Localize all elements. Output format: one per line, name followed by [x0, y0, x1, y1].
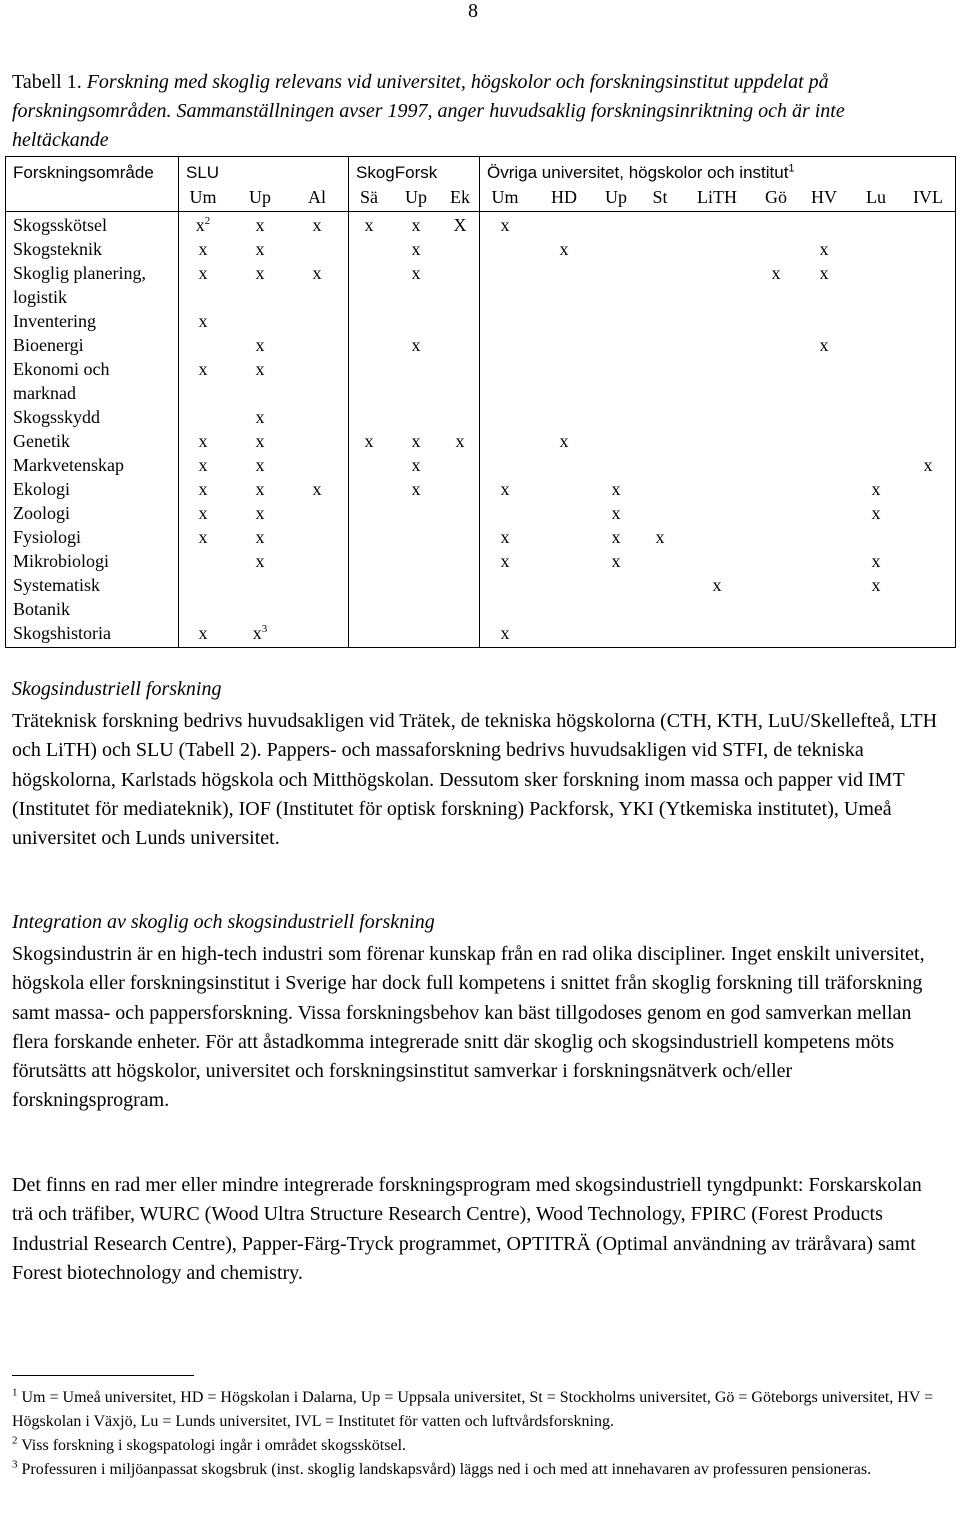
column-header: Lu	[866, 187, 886, 207]
table-cell-mark: x	[500, 623, 510, 643]
header-area: Forskningsområde	[13, 163, 154, 182]
table-cell-mark: x	[559, 239, 569, 259]
row-label: Skogsskötsel	[13, 215, 108, 235]
table-cell-mark: x	[411, 479, 421, 499]
row-label: Systematisk	[13, 575, 101, 595]
table-cell-mark: x	[255, 527, 265, 547]
row-label: Inventering	[13, 311, 96, 331]
page-number: 8	[468, 0, 478, 22]
row-label-cont: logistik	[13, 287, 68, 307]
table-cell-mark: x	[255, 431, 265, 451]
row-label: Fysiologi	[13, 527, 82, 547]
paragraph-program: Det finns en rad mer eller mindre integrerade forskningsprogram med skogsindustriell tyngdpunkt: Forskarskolan trä och träfiber, WURC (Wood Ultra Structure Research Centre), Wood Technology, FPIRC (Forest Products Industrial Research Centre), Papper-Färg-Tryck programmet, OPTITRÄ (Optimal användning av träråvara) samt Forest biotechnology and chemistry.	[12, 1174, 922, 1284]
row-label: Skogsteknik	[13, 239, 103, 259]
header-ovriga-label: Övriga universitet, högskolor och institut	[487, 163, 789, 182]
table-cell-mark: x	[611, 503, 621, 523]
table-cell-mark: x	[500, 551, 510, 571]
row-label: Bioenergi	[13, 335, 84, 355]
header-skogforsk: SkogForsk	[356, 163, 438, 182]
row-label: Mikrobiologi	[13, 551, 110, 571]
table-caption	[12, 68, 942, 155]
table-cell-mark: x	[312, 263, 322, 283]
table-cell-mark: x	[312, 215, 322, 235]
table-cell-mark: x	[500, 527, 510, 547]
table-cell-mark: x	[871, 503, 881, 523]
row-label-cont: marknad	[13, 383, 76, 403]
table-divider	[479, 157, 480, 647]
row-label: Zoologi	[13, 503, 70, 523]
table-cell-mark: x	[411, 431, 421, 451]
column-header: Up	[405, 187, 427, 207]
column-header: Um	[189, 187, 217, 207]
table-cell-mark: x	[364, 215, 374, 235]
column-header: St	[652, 187, 668, 207]
table-cell-mark: x	[771, 263, 781, 283]
table-cell-mark: x	[198, 431, 208, 451]
cell-superscript: 2	[204, 215, 211, 227]
table-cell-mark: x	[255, 407, 265, 427]
column-header: HV	[811, 187, 837, 207]
table-divider	[178, 157, 179, 647]
column-header: Up	[249, 187, 271, 207]
table-cell-mark: x	[611, 479, 621, 499]
table-cell-mark: x	[312, 479, 322, 499]
row-label: Skoglig planering,	[13, 263, 146, 283]
table-header-rule	[6, 211, 955, 212]
table-cell-mark: x	[255, 263, 265, 283]
table-cell-mark: x	[871, 551, 881, 571]
table-cell-mark: x	[255, 335, 265, 355]
table-cell-mark: x	[819, 239, 829, 259]
paragraph-skogsindustriell: Träteknisk forskning bedrivs huvudsakligen vid Trätek, de tekniska högskolorna (CTH, KTH, LuU/Skellefteå, LTH och LiTH) och SLU (Tabell 2). Pappers- och massaforskning bedrivs huvudsakligen vid STFI, de tekniska högskolorna, Karlstads högskola och Mitthögskolan. Dessutom sker forskning inom massa och papper vid IMT (Institutet för mediateknik), IOF (Institutet för optisk forskning) Packforsk, YKI (Ytkemiska institutet), Umeå universitet och Lunds universitet.	[12, 710, 938, 850]
table-divider	[348, 157, 349, 647]
column-header: Sä	[360, 187, 378, 207]
column-header: Um	[491, 187, 519, 207]
column-header: IVL	[913, 187, 943, 207]
table-cell-mark: x	[411, 215, 421, 235]
table-cell-mark: x	[411, 263, 421, 283]
footnote-rule	[12, 1375, 194, 1376]
table-cell-mark: x	[198, 239, 208, 259]
row-label: Genetik	[13, 431, 70, 451]
table-cell-mark: x	[255, 479, 265, 499]
table-cell-mark: x	[655, 527, 665, 547]
table-cell-mark: x	[712, 575, 722, 595]
table-cell-mark: $x^2$	[195, 215, 211, 235]
row-label: Skogshistoria	[13, 623, 112, 643]
table-cell-mark: x	[198, 479, 208, 499]
column-header: Gö	[765, 187, 787, 207]
caption-title: Forskning med skoglig relevans vid universitet, högskolor och forskningsinstitut uppdelat på forskningsområden. Sammanställningen avser 1997, anger huvudsaklig forskningsinriktning och är inte heltäckande	[12, 71, 845, 151]
table-cell-mark: x	[198, 503, 208, 523]
row-label: Skogsskydd	[13, 407, 101, 427]
table-cell-mark: x	[198, 527, 208, 547]
table-cell-mark: x	[198, 455, 208, 475]
section-title-skogsindustriell: Skogsindustriell forskning	[12, 678, 222, 700]
cell-superscript: 3	[261, 623, 268, 635]
caption-lead: Tabell 1.	[12, 71, 87, 93]
table-cell-mark: x	[611, 527, 621, 547]
row-label-cont: Botanik	[13, 599, 70, 619]
column-header: Ek	[450, 187, 470, 207]
table-cell-mark: x	[455, 431, 465, 451]
table-cell-mark: x	[611, 551, 621, 571]
table-cell-mark: x	[559, 431, 569, 451]
section-title-integration: Integration av skoglig och skogsindustriell forskning	[12, 911, 435, 933]
column-header: LiTH	[697, 187, 737, 207]
table-cell-mark: x	[198, 263, 208, 283]
table-cell-mark: X	[453, 215, 467, 235]
row-label: Ekologi	[13, 479, 70, 499]
header-ovriga-sup: 1	[788, 162, 795, 175]
footnote-3: $^3$ Professuren i miljöanpassat skogsbruk (inst. skoglig landskapsvård) läggs ned i och med att innehavaren av professuren pensioneras.	[12, 1458, 872, 1478]
row-label: Ekonomi och	[13, 359, 110, 379]
table-cell-mark: x	[198, 311, 208, 331]
column-header: HD	[551, 187, 577, 207]
table-cell-mark: x	[500, 215, 510, 235]
table-cell-mark: x	[871, 575, 881, 595]
table-cell-mark: x	[411, 335, 421, 355]
table-cell-mark: x	[255, 359, 265, 379]
footnote-1: $^1$ Um = Umeå universitet, HD = Högskolan i Dalarna, Up = Uppsala universitet, St = Stockholms universitet, Gö = Göteborgs universitet, HV = Högskolan i Växjö, Lu = Lunds universitet, IVL = Institutet för vatten och luftvårdsforskning.	[12, 1386, 934, 1430]
table-cell-mark: x	[255, 503, 265, 523]
footnotes	[12, 1386, 947, 1482]
table-cell-mark: x	[411, 455, 421, 475]
table-cell-mark: x	[819, 335, 829, 355]
table-cell-mark: x	[198, 359, 208, 379]
table-cell-mark: x	[923, 455, 933, 475]
table-cell-mark: x	[500, 479, 510, 499]
table-cell-mark: x	[819, 263, 829, 283]
column-header: Up	[605, 187, 627, 207]
table-cell-mark: x	[255, 239, 265, 259]
table-cell-mark: x	[255, 215, 265, 235]
paragraph-integration: Skogsindustrin är en high-tech industri som förenar kunskap från en rad olika discipliner. Inget enskilt universitet, högskola eller forskningsinstitut i Sverige har dock full kompetens i snittet från skoglig forskning till träforskning samt massa- och pappersforskning. Vissa forskningsbehov kan bäst tillgodoses genom en god samverkan mellan flera forskande enheter. För att åstadkomma integrerade snitt där skoglig och skogsindustriell kompetens möts förutsätts att högskolor, universitet och forskningsinstitut samverkar i forskningsnätverk och/eller forskningsprogram.	[12, 943, 925, 1112]
table-cell-mark: x	[364, 431, 374, 451]
footnote-2: $^2$ Viss forskning i skogspatologi ingår i området skogsskötsel.	[12, 1434, 407, 1454]
table-cell-mark: x	[255, 455, 265, 475]
row-label: Markvetenskap	[13, 455, 124, 475]
table-cell-mark: x	[411, 239, 421, 259]
table-cell-mark: x	[255, 551, 265, 571]
table-cell-mark: x	[198, 623, 208, 643]
header-slu: SLU	[186, 163, 220, 182]
header-ovriga	[487, 161, 795, 185]
research-table	[5, 156, 956, 648]
column-header: Al	[308, 187, 326, 207]
table-cell-mark: $x^3$	[252, 623, 268, 643]
table-cell-mark: x	[871, 479, 881, 499]
